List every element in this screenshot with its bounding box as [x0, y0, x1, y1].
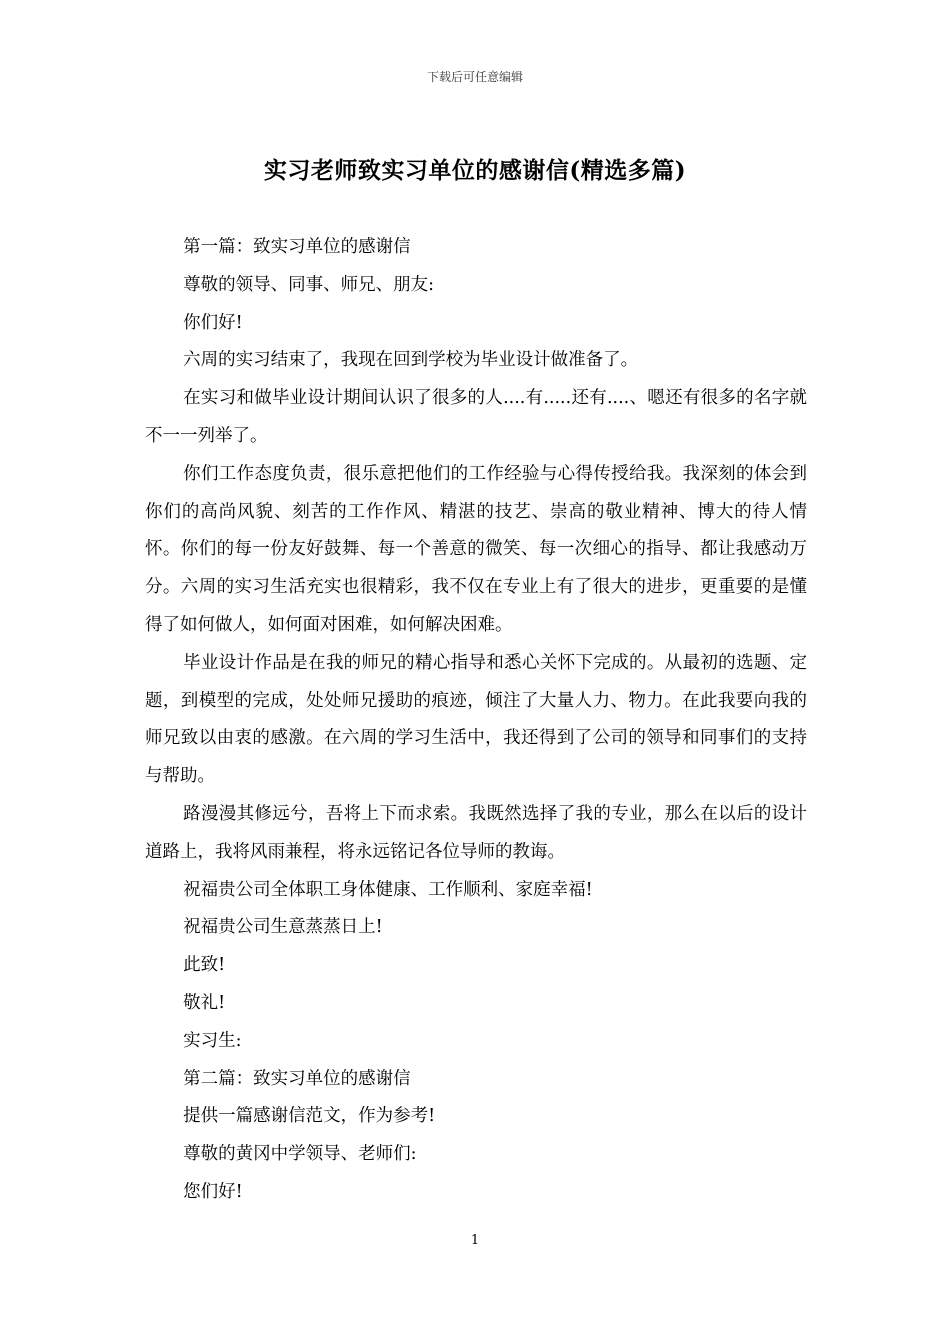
- greeting: 您们好!: [183, 1181, 243, 1202]
- signature: 实习生:: [183, 1030, 242, 1051]
- section-heading-1: 第一篇：致实习单位的感谢信: [183, 237, 411, 257]
- blessing: 祝福贵公司全体职工身体健康、工作顺利、家庭幸福!: [183, 879, 593, 900]
- greeting: 你们好!: [183, 312, 243, 333]
- paragraph: 路漫漫其修远兮，吾将上下而求索。我既然选择了我的专业，那么在以后的设计道路上，我将风雨兼程，将永远铭记各位导师的教诲。: [145, 803, 807, 862]
- letter-body: [145, 229, 807, 1212]
- section-heading-2: 第二篇：致实习单位的感谢信: [183, 1068, 411, 1089]
- paragraph: 六周的实习结束了，我现在回到学校为毕业设计做准备了。: [183, 350, 639, 371]
- paragraph: 你们工作态度负责，很乐意把他们的工作经验与心得传授给我。我深刻的体会到你们的高尚风貌、刻苦的工作作风、精湛的技艺、崇高的敬业精神、博大的待人情怀。你们的每一份友好鼓舞、每一个善意的微笑、每一次细心的指导、都让我感动万分。六周的实习生活充实也很精彩，我不仅在专业上有了很大的进步，更重要的是懂得了如何做人，如何面对困难，如何解决困难。: [145, 463, 807, 635]
- paragraph: 在实习和做毕业设计期间认识了很多的人....有.....还有....、嗯还有很多的名字就不一一列举了。: [145, 388, 807, 446]
- salutation: 尊敬的黄冈中学领导、老师们:: [183, 1144, 417, 1165]
- page-number: 1: [470, 1233, 480, 1248]
- closing: 敬礼!: [183, 992, 226, 1013]
- document-title: 实习老师致实习单位的感谢信(精选多篇): [263, 157, 687, 184]
- closing: 此致!: [183, 955, 226, 976]
- header-note: 下载后可任意编辑: [426, 70, 523, 84]
- blessing: 祝福贵公司生意蒸蒸日上!: [183, 917, 383, 938]
- salutation: 尊敬的领导、同事、师兄、朋友:: [183, 274, 435, 295]
- paragraph: 提供一篇感谢信范文，作为参考!: [183, 1106, 436, 1127]
- paragraph: 毕业设计作品是在我的师兄的精心指导和悉心关怀下完成的。从最初的选题、定题，到模型的完成，处处师兄援助的痕迹，倾注了大量人力、物力。在此我要向我的师兄致以由衷的感激。在六周的学习生活中，我还得到了公司的领导和同事们的支持与帮助。: [145, 652, 807, 787]
